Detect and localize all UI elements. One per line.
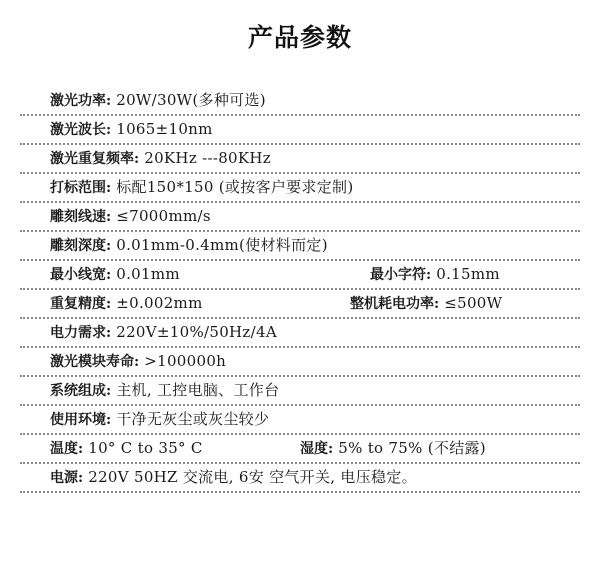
spec-label: 温度: xyxy=(50,441,84,457)
spec-label: 使用环境: xyxy=(50,412,112,428)
spec-value: 标配150*150 (或按客户要求定制) xyxy=(111,178,354,196)
spec-list xyxy=(20,87,580,493)
spec-item xyxy=(50,352,226,371)
spec-item xyxy=(50,236,328,255)
spec-label: 湿度: xyxy=(300,441,334,457)
spec-value: ≤500W xyxy=(439,294,503,312)
spec-value: 10° C to 35° C xyxy=(83,439,203,457)
spec-label: 雕刻深度: xyxy=(50,238,112,254)
spec-value: ≤7000mm/s xyxy=(111,207,211,225)
spec-label: 整机耗电功率: xyxy=(350,296,440,312)
spec-item xyxy=(50,439,203,458)
spec-value: 220V 50HZ 交流电, 6安 空气开关, 电压稳定。 xyxy=(83,468,417,486)
spec-value: 5% to 75% (不结露) xyxy=(333,439,486,457)
spec-row-laser-power xyxy=(20,87,580,116)
spec-value: 1065±10nm xyxy=(111,120,213,138)
spec-value: 0.15mm xyxy=(431,265,500,283)
spec-item-secondary xyxy=(370,265,500,284)
spec-label: 激光功率: xyxy=(50,93,112,109)
spec-item-secondary xyxy=(350,294,502,313)
spec-item xyxy=(50,149,271,168)
spec-row-power-supply xyxy=(20,464,580,493)
spec-item xyxy=(50,178,353,197)
spec-row-power-requirement xyxy=(20,319,580,348)
spec-item xyxy=(50,294,203,313)
spec-row-temperature-humidity xyxy=(20,435,580,464)
spec-row-engraving-speed xyxy=(20,203,580,232)
spec-value: 主机, 工控电脑、工作台 xyxy=(111,381,280,399)
spec-item xyxy=(50,120,213,139)
spec-label: 最小字符: xyxy=(370,267,432,283)
spec-row-environment xyxy=(20,406,580,435)
spec-row-min-line-width xyxy=(20,261,580,290)
spec-label: 激光模块寿命: xyxy=(50,354,140,370)
spec-value: >100000h xyxy=(139,352,227,370)
spec-row-repetition-frequency xyxy=(20,145,580,174)
spec-row-engraving-depth xyxy=(20,232,580,261)
spec-value: 20KHz ---80KHz xyxy=(139,149,271,167)
spec-label: 激光重复频率: xyxy=(50,151,140,167)
spec-label: 雕刻线速: xyxy=(50,209,112,225)
spec-label: 电力需求: xyxy=(50,325,112,341)
spec-row-laser-wavelength xyxy=(20,116,580,145)
spec-label: 电源: xyxy=(50,470,84,486)
spec-row-repeat-accuracy xyxy=(20,290,580,319)
spec-value: 干净无灰尘或灰尘较少 xyxy=(111,410,270,428)
spec-item-secondary xyxy=(300,439,486,458)
spec-value: 0.01mm-0.4mm(使材料而定) xyxy=(111,236,328,254)
spec-item xyxy=(50,207,211,226)
spec-row-system-composition xyxy=(20,377,580,406)
spec-row-marking-range xyxy=(20,174,580,203)
spec-row-module-lifetime xyxy=(20,348,580,377)
spec-item xyxy=(50,265,180,284)
spec-label: 最小线宽: xyxy=(50,267,112,283)
spec-item xyxy=(50,381,279,400)
spec-item xyxy=(50,468,417,487)
spec-label: 重复精度: xyxy=(50,296,112,312)
page-title: 产品参数 xyxy=(247,23,352,52)
spec-item xyxy=(50,410,269,429)
spec-label: 打标范围: xyxy=(50,180,112,196)
spec-label: 激光波长: xyxy=(50,122,112,138)
spec-value: ±0.002mm xyxy=(111,294,203,312)
spec-label: 系统组成: xyxy=(50,383,112,399)
spec-item xyxy=(50,91,266,110)
spec-value: 0.01mm xyxy=(111,265,180,283)
spec-value: 20W/30W(多种可选) xyxy=(111,91,266,109)
spec-value: 220V±10%/50Hz/4A xyxy=(111,323,277,341)
spec-item xyxy=(50,323,277,342)
